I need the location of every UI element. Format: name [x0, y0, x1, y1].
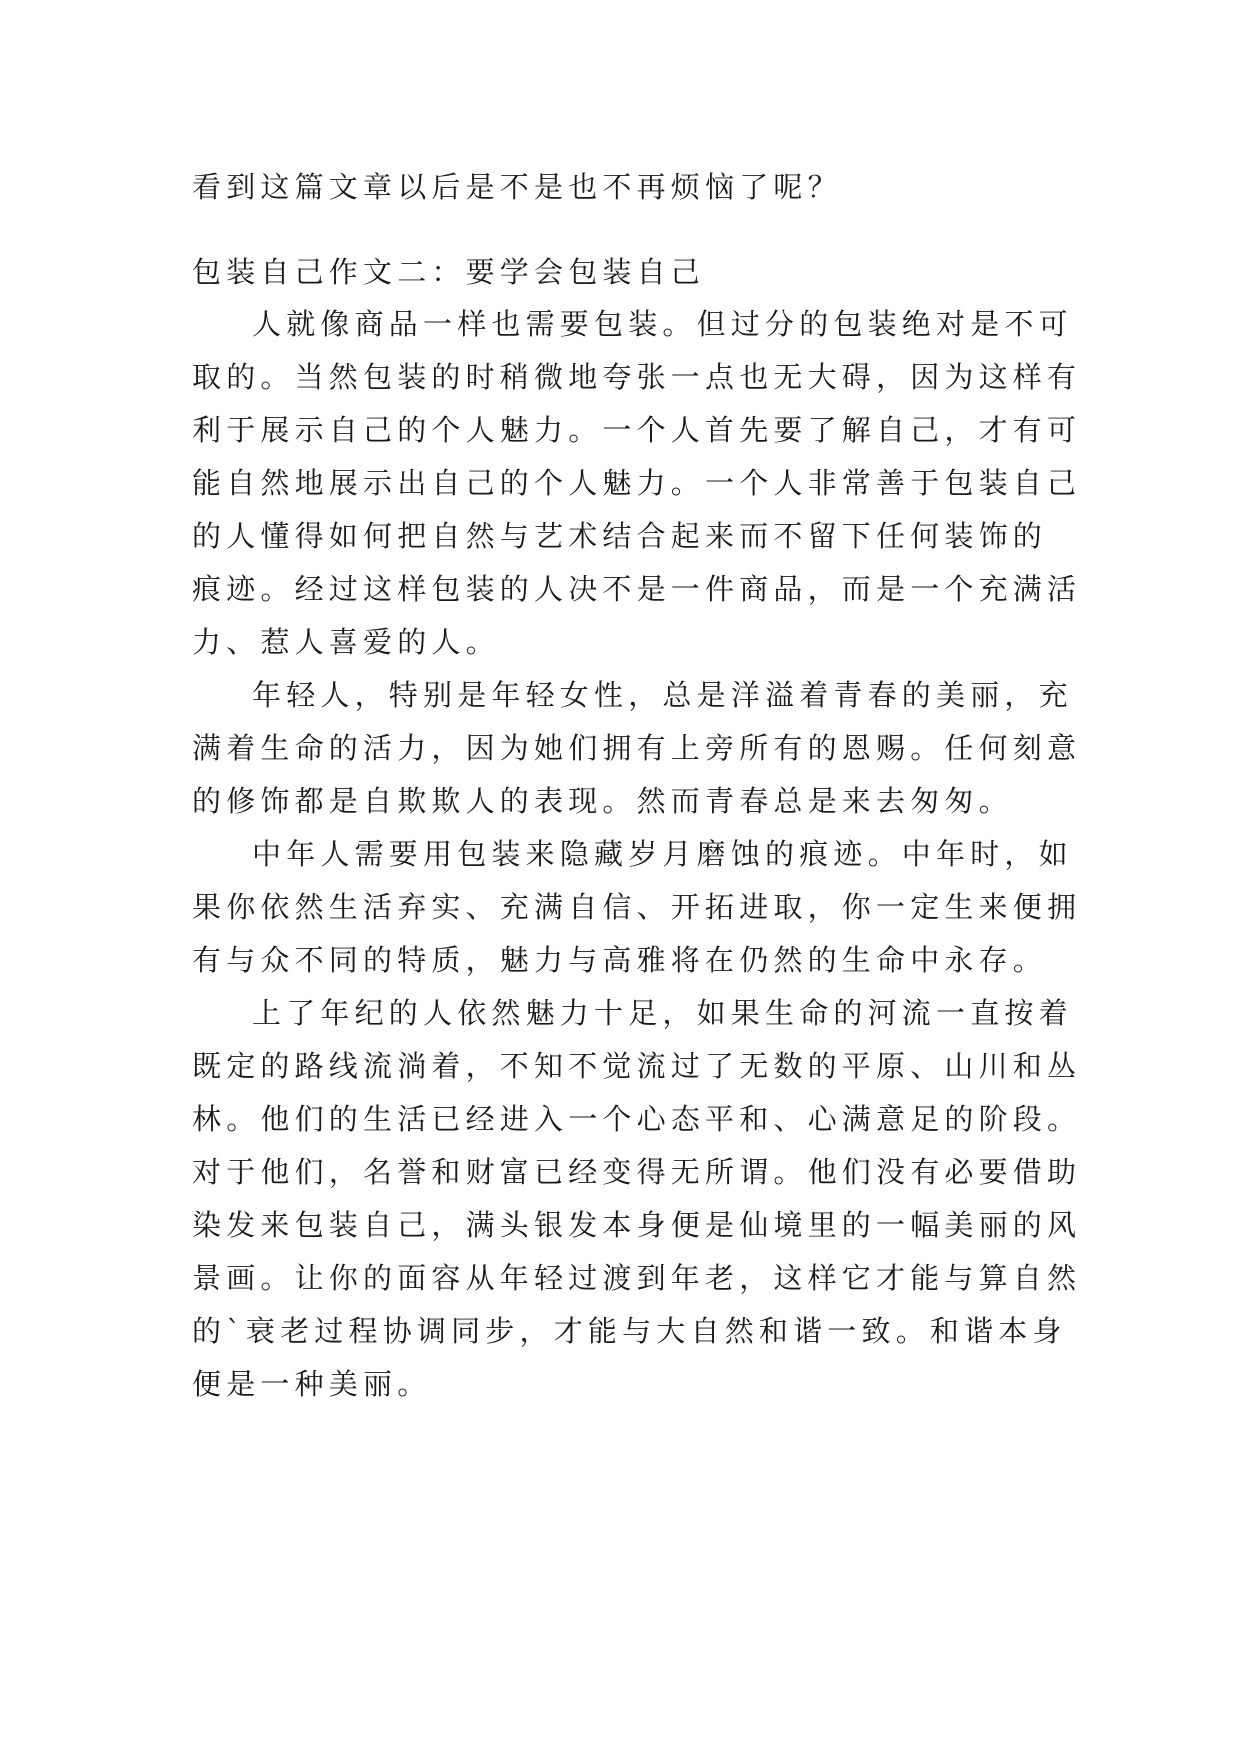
paragraph-line: 痕迹。经过这样包装的人决不是一件商品，而是一个充满活: [192, 572, 1082, 606]
paragraph-line: 人就像商品一样也需要包装。但过分的包装绝对是不可: [252, 307, 1073, 341]
paragraph-line: 力、惹人喜爱的人。: [192, 625, 500, 659]
paragraph-line: 的`衰老过程协调同步，才能与大自然和谐一致。和谐本身: [192, 1314, 1067, 1348]
paragraph-line: 取的。当然包装的时稍微地夸张一点也无大碍，因为这样有: [192, 360, 1082, 394]
paragraph-line: 果你依然生活弃实、充满自信、开拓进取，你一定生来便拥: [192, 890, 1082, 924]
intro-line: 看到这篇文章以后是不是也不再烦恼了呢？: [192, 170, 842, 204]
paragraph-line: 能自然地展示出自己的个人魅力。一个人非常善于包装自己: [192, 466, 1082, 500]
paragraph-line: 既定的路线流淌着，不知不觉流过了无数的平原、山川和丛: [192, 1049, 1082, 1083]
paragraph-line: 上了年纪的人依然魅力十足，如果生命的河流一直按着: [252, 996, 1073, 1030]
paragraph-line: 景画。让你的面容从年轻过渡到年老，这样它才能与算自然: [192, 1261, 1082, 1295]
paragraph-line: 便是一种美丽。: [192, 1367, 432, 1401]
paragraph-line: 满着生命的活力，因为她们拥有上旁所有的恩赐。任何刻意: [192, 731, 1082, 765]
paragraph-line: 的人懂得如何把自然与艺术结合起来而不留下任何装饰的: [192, 519, 1048, 553]
paragraph-line: 年轻人，特别是年轻女性，总是洋溢着青春的美丽，充: [252, 678, 1073, 712]
paragraph-line: 有与众不同的特质，魅力与高雅将在仍然的生命中永存。: [192, 943, 1048, 977]
paragraph-line: 的修饰都是自欺欺人的表现。然而青春总是来去匆匆。: [192, 784, 1013, 818]
paragraph-line: 中年人需要用包装来隐藏岁月磨蚀的痕迹。中年时，如: [252, 837, 1073, 871]
paragraph-line: 利于展示自己的个人魅力。一个人首先要了解自己，才有可: [192, 413, 1082, 447]
section-title: 包装自己作文二：要学会包装自己: [192, 255, 706, 289]
paragraph-line: 染发来包装自己，满头银发本身便是仙境里的一幅美丽的风: [192, 1208, 1082, 1242]
paragraph-line: 林。他们的生活已经进入一个心态平和、心满意足的阶段。: [192, 1102, 1082, 1136]
paragraph-line: 对于他们，名誉和财富已经变得无所谓。他们没有必要借助: [192, 1155, 1082, 1189]
